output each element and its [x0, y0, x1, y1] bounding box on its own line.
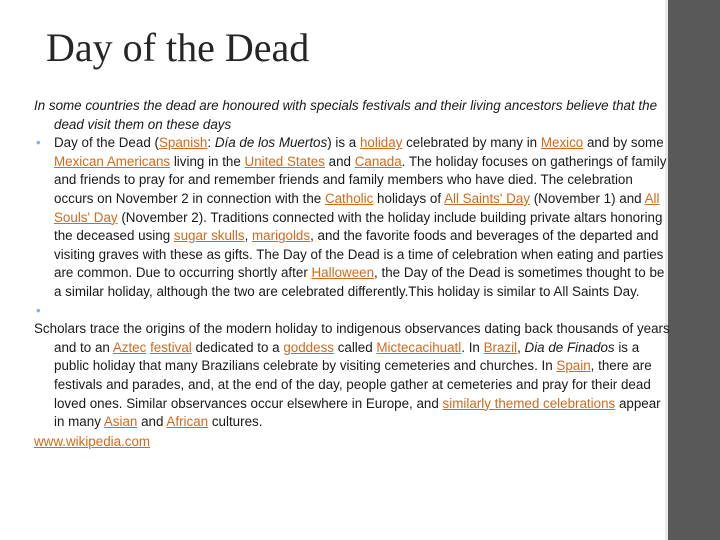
link-united-states[interactable]: United States — [244, 153, 325, 169]
bullet-icon: • — [36, 302, 41, 318]
text-run: , — [244, 228, 253, 244]
link-marigolds[interactable]: marigolds — [252, 228, 311, 244]
text-italic-dia-de-finados: Dia de Finados — [524, 339, 615, 355]
link-brazil[interactable]: Brazil — [483, 339, 518, 355]
text-italic-dia-de-los-muertos: Día de los Muertos — [214, 135, 328, 151]
slide-content — [34, 97, 670, 451]
link-holiday[interactable]: holiday — [359, 135, 403, 151]
link-mictecacihuatl[interactable]: Mictecacihuatl — [376, 339, 462, 355]
text-run: : — [207, 135, 215, 151]
link-asian[interactable]: Asian — [103, 414, 138, 430]
text-run: (November 1) and — [529, 190, 645, 206]
text-run: and — [324, 153, 355, 169]
text-run: . The holiday focuses on gatherings of family and friends to pray for and remember friends and family members who have died. The celebration occurs on November 2 in connection with the — [54, 153, 667, 206]
intro-paragraph: In some countries the dead are honoured with specials festivals and their living ancestors believe that the dead visit them on these days — [34, 98, 658, 132]
text-run: called — [333, 339, 377, 355]
text-run: living in the — [170, 153, 245, 169]
link-festival[interactable]: festival — [150, 339, 192, 355]
scholars-paragraph — [34, 320, 670, 432]
text-run: . In — [461, 339, 484, 355]
text-run: , — [517, 339, 525, 355]
text-run: and by some — [583, 135, 664, 151]
link-all-saints-day[interactable]: All Saints' Day — [444, 190, 530, 206]
text-run: dedicated to a — [191, 339, 284, 355]
text-run: , there are festivals and parades, and, at the end of the day, people gather at cemeteries and pray for their dead loved ones. Similar observances occur elsewhere in Europe, and — [54, 358, 652, 411]
text-run: is a public holiday that many Brazilians celebrate by visiting cemeteries and churches. In — [54, 339, 640, 374]
link-african[interactable]: African — [166, 414, 209, 430]
link-goddess[interactable]: goddess — [283, 339, 334, 355]
text-run: (November 2). Traditions connected with the holiday include building private altars honoring the deceased using — [54, 209, 663, 244]
link-all-souls-day[interactable]: All Souls' Day — [54, 190, 660, 225]
bullet-paragraph-1 — [34, 134, 670, 301]
link-canada[interactable]: Canada — [354, 153, 402, 169]
link-halloween[interactable]: Halloween — [311, 265, 375, 281]
text-run: , the Day of the Dead is sometimes thought to be a similar holiday, although the two are celebrated differently.This holiday is similar to All Saints Day. — [54, 265, 665, 299]
link-spanish[interactable]: Spanish — [158, 135, 208, 151]
text-run: Day of the Dead ( — [54, 135, 159, 151]
text-run: ) is a — [327, 135, 360, 151]
text-run: and — [137, 414, 167, 430]
link-spain[interactable]: Spain — [556, 358, 591, 374]
right-sidebar-band — [668, 0, 720, 540]
text-run: , and the favorite foods and beverages of the departed and visiting graves with these as gifts. The Day of the Dead is a time of celebration when eating and parties are common. Due to occurring shortly after — [54, 228, 664, 281]
bullet-icon: • — [36, 135, 41, 151]
text-run: appear in many — [54, 395, 661, 430]
link-mexican-americans[interactable]: Mexican Americans — [54, 153, 171, 169]
bullet-paragraph-2-empty — [34, 302, 670, 321]
slide-title: Day of the Dead — [46, 25, 310, 70]
link-catholic[interactable]: Catholic — [324, 190, 374, 206]
text-run: celebrated by many in — [402, 135, 541, 151]
text-run: cultures. — [208, 414, 263, 430]
link-similarly-themed-celebrations[interactable]: similarly themed celebrations — [442, 395, 616, 411]
link-sugar-skulls[interactable]: sugar skulls — [173, 228, 245, 244]
text-run: Scholars trace the origins of the modern holiday to indigenous observances dating back thousands of years and to an — [34, 321, 670, 355]
link-mexico[interactable]: Mexico — [540, 135, 584, 151]
text-run: holidays of — [373, 190, 445, 206]
link-aztec[interactable]: Aztec — [112, 339, 147, 355]
source-link-wikipedia[interactable]: www.wikipedia.com — [34, 433, 151, 449]
